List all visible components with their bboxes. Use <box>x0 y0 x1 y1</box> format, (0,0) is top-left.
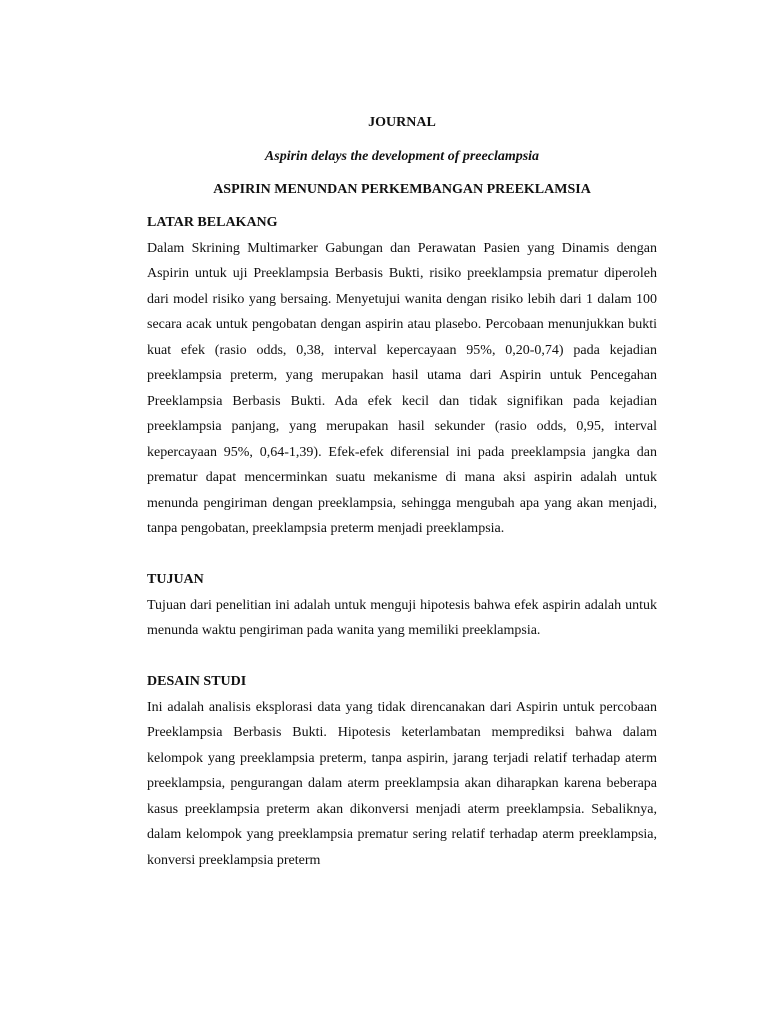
article-title: ASPIRIN MENUNDAN PERKEMBANGAN PREEKLAMSIA <box>213 182 591 197</box>
section-heading: LATAR BELAKANG <box>147 215 278 230</box>
section-heading: TUJUAN <box>147 572 204 587</box>
article-subtitle: Aspirin delays the development of preeclampsia <box>264 149 540 164</box>
section-paragraph: Ini adalah analisis eksplorasi data yang tidak direncanakan dari Aspirin untuk percobaan Preeklampsia Berbasis Bukti. Hipotesis keterlambatan memprediksi bahwa dalam kelompok yang preeklampsia preterm, tanpa aspirin, jarang terjadi relatif terhadap aterm preeklampsia, pengurangan dalam aterm preeklampsia akan diharapkan karena beberapa kasus preeklampsia preterm akan dikonversi menjadi aterm preeklampsia. Sebaliknya, dalam kelompok yang preeklampsia prematur sering relatif terhadap aterm preeklampsia, konversi preeklampsia preterm <box>147 699 657 868</box>
section-tujuan <box>147 567 657 644</box>
section-latar-belakang <box>147 210 657 542</box>
section-paragraph: Tujuan dari penelitian ini adalah untuk menguji hipotesis bahwa efek aspirin adalah untuk menunda waktu pengiriman pada wanita yang memiliki preeklampsia. <box>147 597 657 638</box>
section-heading: DESAIN STUDI <box>147 674 247 689</box>
journal-label: JOURNAL <box>368 115 436 130</box>
section-paragraph: Dalam Skrining Multimarker Gabungan dan Perawatan Pasien yang Dinamis dengan Aspirin untuk uji Preeklampsia Berbasis Bukti, risiko preeklampsia prematur diperoleh dari model risiko yang bersaing. Menyetujui wanita dengan risiko lebih dari 1 dalam 100 secara acak untuk pengobatan dengan aspirin atau plasebo. Percobaan menunjukkan bukti kuat efek (rasio odds, 0,38, interval kepercayaan 95%, 0,20-0,74) pada kejadian preeklampsia preterm, yang merupakan hasil utama dari Aspirin untuk Pencegahan Preeklampsia Berbasis Bukti. Ada efek kecil dan tidak signifikan pada kejadian preeklampsia panjang, yang merupakan hasil sekunder (rasio odds, 0,95, interval kepercayaan 95%, 0,64-1,39). Efek-efek diferensial ini pada preeklampsia jangka dan prematur dapat mencerminkan suatu mekanisme di mana aksi aspirin adalah untuk menunda pengiriman dengan preeklampsia, sehingga mengubah apa yang akan menjadi, tanpa pengobatan, preeklampsia preterm menjadi preeklampsia. <box>147 240 657 536</box>
section-desain-studi <box>147 669 657 868</box>
document-page <box>147 115 657 868</box>
